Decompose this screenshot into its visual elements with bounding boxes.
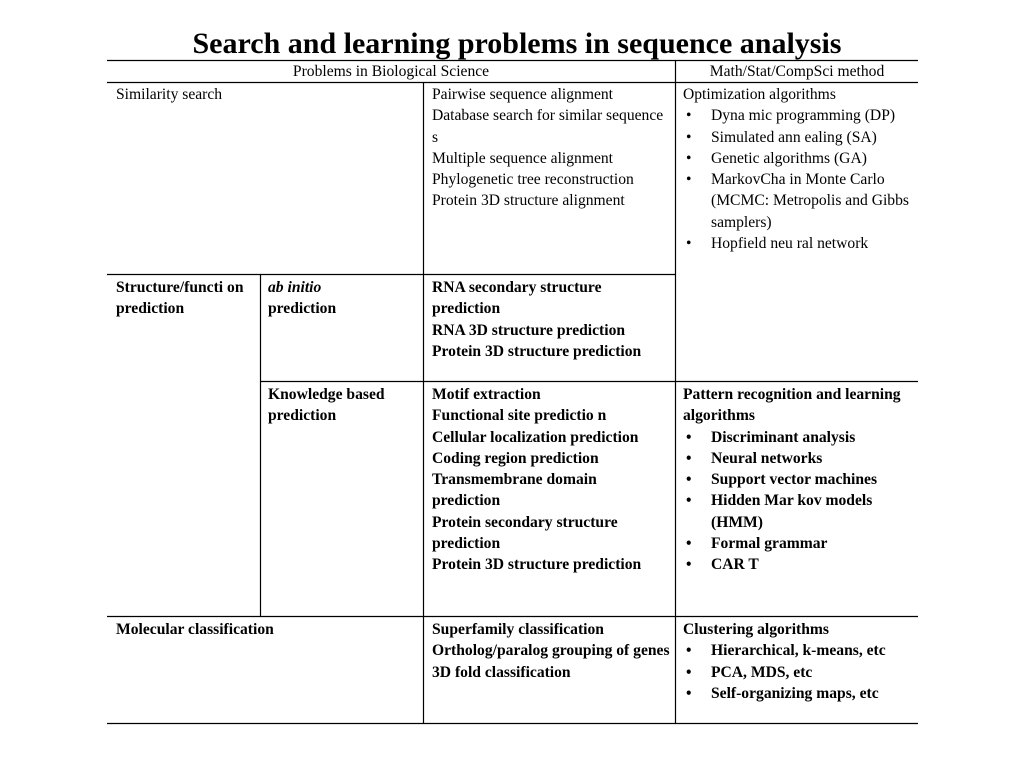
method-item: • Self-organizing maps, etc xyxy=(683,683,919,704)
method-item: • CAR T xyxy=(683,554,919,575)
problem-item: Ortholog/paralog grouping of genes xyxy=(432,642,670,660)
category-structure-function: Structure/functi on prediction xyxy=(116,279,244,318)
method-item: • MarkovCha in Monte Carlo (MCMC: Metropolis and Gibbs samplers) xyxy=(683,169,919,233)
method-item: • Hopfield neu ral network xyxy=(683,233,919,254)
problem-item: Motif extraction xyxy=(432,386,541,403)
problem-item: Protein 3D structure prediction xyxy=(432,556,642,574)
problem-item: Protein 3D structure prediction xyxy=(432,342,642,360)
method-item: • Discriminant analysis xyxy=(683,427,919,448)
ab-initio-label: ab initio xyxy=(268,279,322,296)
method-item: • Genetic algorithms (GA) xyxy=(683,148,919,169)
problem-item: Database search for similar sequence s xyxy=(432,107,664,146)
problem-item: Superfamily classification xyxy=(432,621,604,638)
method-item: • Neural networks xyxy=(683,448,919,469)
problem-item: Protein 3D structure alignment xyxy=(432,192,625,210)
header-methods: Math/Stat/CompSci method xyxy=(709,63,885,80)
method-item: • Support vector machines xyxy=(683,469,919,490)
molecular-problems xyxy=(432,619,672,683)
problem-item: Multiple sequence alignment xyxy=(432,149,614,167)
subcategory-knowledge-based: Knowledge based prediction xyxy=(268,386,385,425)
problem-item: Functional site predictio n xyxy=(432,407,607,425)
subcategory-ab-initio xyxy=(268,277,418,320)
similarity-problems xyxy=(432,84,668,212)
problem-item: RNA 3D structure prediction xyxy=(432,321,626,339)
page-title: Search and learning problems in sequence analysis xyxy=(192,27,842,60)
optimization-methods xyxy=(683,84,919,254)
problem-item: 3D fold classification xyxy=(432,663,571,681)
method-item: • Dyna mic programming (DP) xyxy=(683,105,919,126)
problem-item: Protein secondary structure prediction xyxy=(432,513,618,553)
problem-item: Coding region prediction xyxy=(432,449,599,467)
header-problems: Problems in Biological Science xyxy=(292,63,490,80)
problem-item: RNA secondary structure prediction xyxy=(432,279,602,318)
clustering-methods xyxy=(683,619,919,704)
method-item: • Hidden Mar kov models (HMM) xyxy=(683,490,919,533)
problem-item: Pairwise sequence alignment xyxy=(432,86,614,103)
pattern-methods xyxy=(683,384,919,576)
problem-item: Phylogenetic tree reconstruction xyxy=(432,171,634,189)
knowledge-problems xyxy=(432,384,668,576)
category-similarity-search: Similarity search xyxy=(116,86,223,103)
problem-item: Transmembrane domain prediction xyxy=(432,471,597,510)
category-molecular-classification: Molecular classification xyxy=(116,621,274,638)
method-item: • Formal grammar xyxy=(683,533,919,554)
method-item: • Simulated ann ealing (SA) xyxy=(683,127,919,148)
ab-initio-problems xyxy=(432,277,668,362)
method-heading: Pattern recognition and learning algorithms xyxy=(683,386,901,425)
problem-item: Cellular localization prediction xyxy=(432,428,639,446)
method-item: • Hierarchical, k-means, etc xyxy=(683,640,919,661)
method-heading: Clustering algorithms xyxy=(683,621,829,638)
method-heading: Optimization algorithms xyxy=(683,86,836,103)
ab-initio-suffix: prediction xyxy=(268,300,337,318)
method-item: • PCA, MDS, etc xyxy=(683,662,919,683)
